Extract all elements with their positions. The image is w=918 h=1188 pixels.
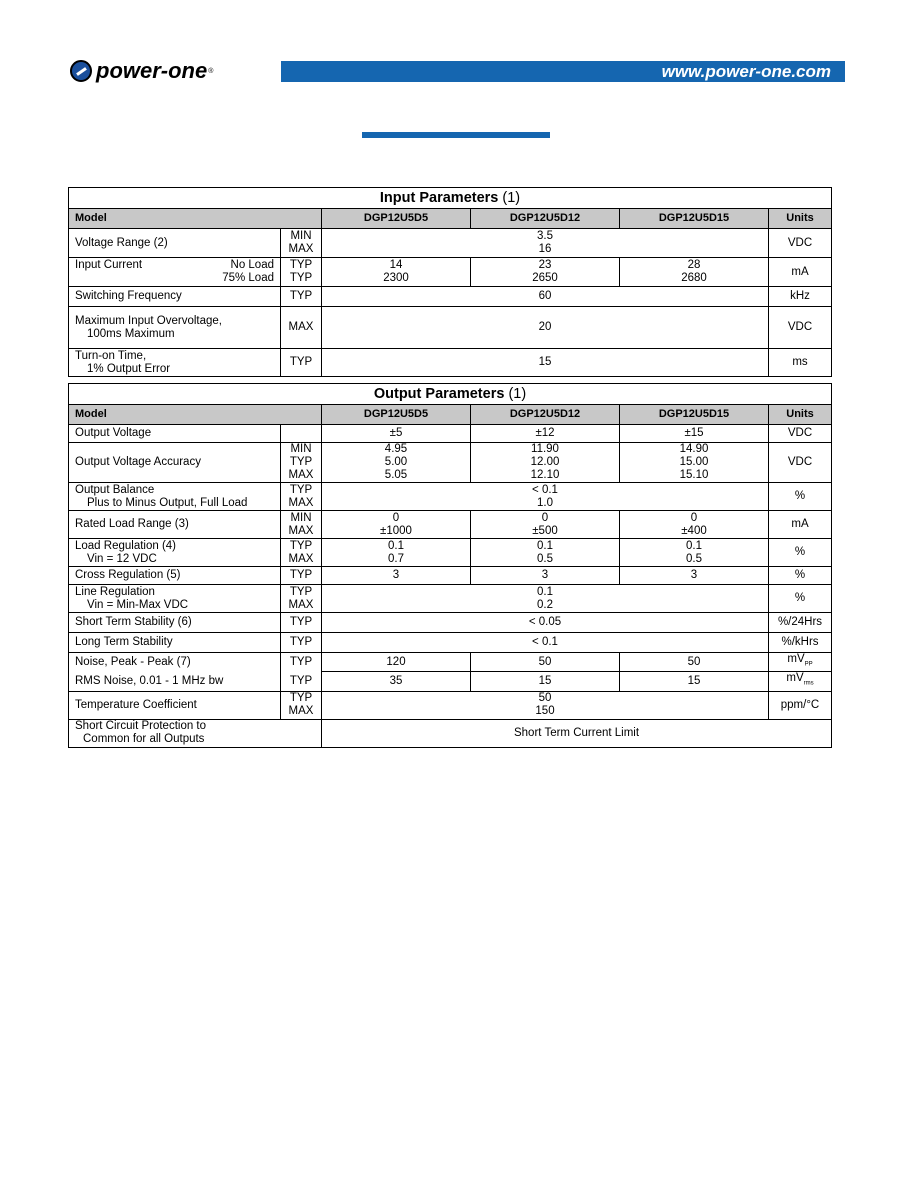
- input-title-row: [69, 188, 832, 209]
- value: 3: [322, 567, 471, 585]
- qualifier: TYP: [281, 633, 322, 653]
- param-label: Short Circuit Protection to Common for all Outputs: [69, 719, 322, 747]
- unit: $mV_{PP}$: [769, 653, 832, 672]
- value: 120: [322, 653, 471, 672]
- qualifier: MIN TYP MAX: [281, 443, 322, 483]
- unit: %/24Hrs: [769, 613, 832, 633]
- param-label: Turn-on Time, 1% Output Error: [69, 349, 281, 377]
- table-row: [69, 287, 832, 307]
- input-model-row: [69, 209, 832, 229]
- unit: $mV_{rms}$: [769, 672, 832, 691]
- power-one-logo-icon: [70, 60, 92, 82]
- table-row: [69, 349, 832, 377]
- param-label: RMS Noise, 0.01 - 1 MHz bw: [69, 672, 281, 691]
- value: ±12: [471, 425, 620, 443]
- table-row: [69, 613, 832, 633]
- unit: %: [769, 483, 832, 511]
- brand-name: power-one: [96, 58, 208, 83]
- qualifier: TYP: [281, 653, 322, 672]
- value: < 0.1: [322, 633, 769, 653]
- value: 0 ±400: [620, 511, 769, 539]
- model-header: DGP12U5D12: [471, 405, 620, 425]
- table-row: [69, 483, 832, 511]
- table-row: [69, 258, 832, 287]
- unit: mA: [769, 258, 832, 287]
- model-header: DGP12U5D12: [471, 209, 620, 229]
- unit: VDC: [769, 229, 832, 258]
- table-row: [69, 539, 832, 567]
- value: 14 2300: [322, 258, 471, 287]
- output-parameters-table: [68, 383, 832, 748]
- param-label: Input Current No Load 75% Load: [69, 258, 281, 287]
- param-label: Switching Frequency: [69, 287, 281, 307]
- value: 15: [471, 672, 620, 691]
- unit: kHz: [769, 287, 832, 307]
- param-label: Output Voltage Accuracy: [69, 443, 281, 483]
- param-label: Rated Load Range (3): [69, 511, 281, 539]
- unit: mA: [769, 511, 832, 539]
- output-title-note: (1): [508, 385, 527, 402]
- qualifier: TYP TYP: [281, 258, 322, 287]
- value: 50: [620, 653, 769, 672]
- value: 3.5 16: [322, 229, 769, 258]
- table-row: [69, 691, 832, 719]
- table-row: [69, 585, 832, 613]
- model-label: Model: [69, 209, 322, 229]
- param-label: Voltage Range (2): [69, 229, 281, 258]
- param-label: Noise, Peak - Peak (7): [69, 653, 281, 672]
- unit: %: [769, 567, 832, 585]
- output-model-row: [69, 405, 832, 425]
- value: 4.95 5.00 5.05: [322, 443, 471, 483]
- value: 0 ±1000: [322, 511, 471, 539]
- input-parameters-table: [68, 187, 832, 377]
- model-label: Model: [69, 405, 322, 425]
- value: 15: [620, 672, 769, 691]
- table-row: [69, 633, 832, 653]
- unit: %: [769, 539, 832, 567]
- unit: ms: [769, 349, 832, 377]
- output-title-row: [69, 384, 832, 405]
- value: 3: [471, 567, 620, 585]
- param-label: Short Term Stability (6): [69, 613, 281, 633]
- model-header: DGP12U5D15: [620, 209, 769, 229]
- table-row: [69, 672, 832, 691]
- value: 50: [471, 653, 620, 672]
- input-title-note: (1): [502, 189, 521, 206]
- qualifier: MIN MAX: [281, 511, 322, 539]
- param-label: Load Regulation (4) Vin = 12 VDC: [69, 539, 281, 567]
- qualifier: TYP: [281, 287, 322, 307]
- value: 20: [322, 307, 769, 349]
- title-rule: [362, 132, 550, 138]
- value: 0 ±500: [471, 511, 620, 539]
- units-header: Units: [769, 209, 832, 229]
- value: ±5: [322, 425, 471, 443]
- model-header: DGP12U5D5: [322, 209, 471, 229]
- value: 23 2650: [471, 258, 620, 287]
- qualifier: [281, 425, 322, 443]
- value: 0.1 0.5: [471, 539, 620, 567]
- value: 28 2680: [620, 258, 769, 287]
- value: 0.1 0.7: [322, 539, 471, 567]
- table-row: [69, 443, 832, 483]
- value: 14.90 15.00 15.10: [620, 443, 769, 483]
- unit: %: [769, 585, 832, 613]
- qualifier: TYP: [281, 613, 322, 633]
- qualifier: TYP MAX: [281, 691, 322, 719]
- table-row: [69, 307, 832, 349]
- param-label: Temperature Coefficient: [69, 691, 281, 719]
- qualifier: TYP MAX: [281, 539, 322, 567]
- value: < 0.05: [322, 613, 769, 633]
- qualifier: TYP: [281, 349, 322, 377]
- model-header: DGP12U5D15: [620, 405, 769, 425]
- param-label: Long Term Stability: [69, 633, 281, 653]
- website-url: www.power-one.com: [661, 62, 831, 81]
- qualifier: TYP MAX: [281, 585, 322, 613]
- table-row: [69, 653, 832, 672]
- table-row: [69, 425, 832, 443]
- table-row: [69, 229, 832, 258]
- unit: ppm/°C: [769, 691, 832, 719]
- value: 15: [322, 349, 769, 377]
- value: 60: [322, 287, 769, 307]
- table-row: [69, 719, 832, 747]
- units-header: Units: [769, 405, 832, 425]
- unit: VDC: [769, 425, 832, 443]
- param-label: Cross Regulation (5): [69, 567, 281, 585]
- param-label: Output Voltage: [69, 425, 281, 443]
- value: 50 150: [322, 691, 769, 719]
- qualifier: MIN MAX: [281, 229, 322, 258]
- param-label: Maximum Input Overvoltage, 100ms Maximum: [69, 307, 281, 349]
- value: Short Term Current Limit: [322, 719, 832, 747]
- value: 11.90 12.00 12.10: [471, 443, 620, 483]
- registered-mark-icon: ®: [208, 67, 214, 75]
- qualifier: TYP: [281, 672, 322, 691]
- value: 3: [620, 567, 769, 585]
- value: 0.1 0.2: [322, 585, 769, 613]
- model-header: DGP12U5D5: [322, 405, 471, 425]
- param-label: Output Balance Plus to Minus Output, Full Load: [69, 483, 281, 511]
- input-title: Input Parameters: [379, 189, 499, 206]
- header-bar: [281, 61, 845, 82]
- unit: VDC: [769, 307, 832, 349]
- qualifier: TYP MAX: [281, 483, 322, 511]
- unit: %/kHrs: [769, 633, 832, 653]
- value: ±15: [620, 425, 769, 443]
- table-row: [69, 511, 832, 539]
- unit: VDC: [769, 443, 832, 483]
- table-row: [69, 567, 832, 585]
- qualifier: MAX: [281, 307, 322, 349]
- power-one-logo: [70, 58, 213, 84]
- qualifier: TYP: [281, 567, 322, 585]
- param-label: Line Regulation Vin = Min-Max VDC: [69, 585, 281, 613]
- page-header: [70, 58, 845, 84]
- value: 35: [322, 672, 471, 691]
- value: 0.1 0.5: [620, 539, 769, 567]
- value: < 0.1 1.0: [322, 483, 769, 511]
- output-title: Output Parameters: [373, 385, 505, 402]
